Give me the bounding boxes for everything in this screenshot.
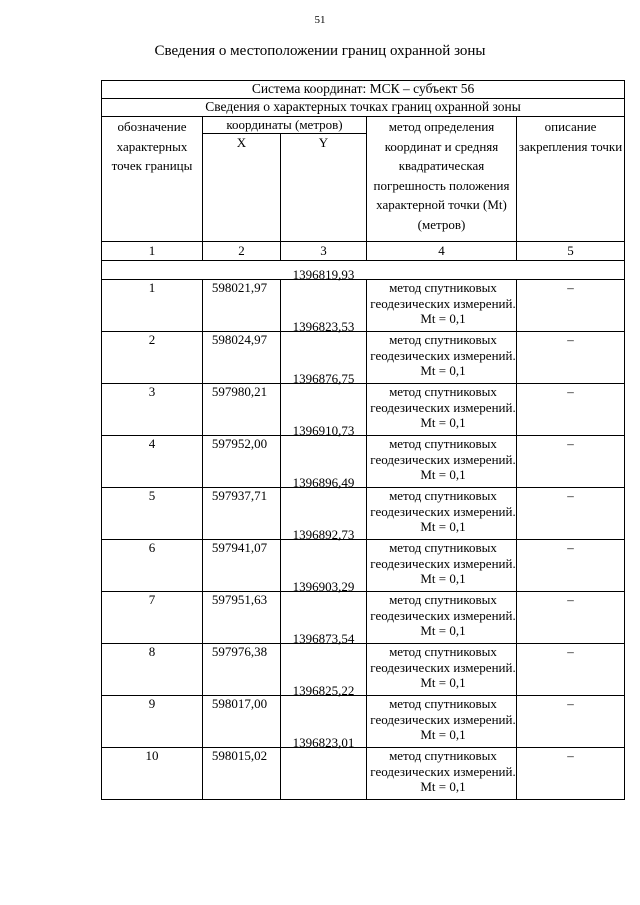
- y-coordinate-value: 1396876,75: [292, 371, 355, 386]
- page-number: 51: [314, 14, 326, 26]
- y-coordinate-value: 1396873,54: [292, 631, 355, 646]
- y-coordinate-value: 1396819,93: [292, 267, 355, 282]
- method-cell: метод спутниковых геодезических измерений. Mt = 0,1: [367, 540, 517, 592]
- fixing-description-header: описание закрепления точки: [517, 117, 625, 242]
- column-number: 2: [203, 242, 281, 261]
- fixing-description-cell: –: [517, 540, 625, 592]
- method-cell: метод спутниковых геодезических измерений. Mt = 0,1: [367, 436, 517, 488]
- point-number-cell: 3: [102, 384, 203, 436]
- x-coordinate-cell: 598017,00: [203, 696, 281, 748]
- x-coordinate-cell: 597952,00: [203, 436, 281, 488]
- fixing-description-cell: –: [517, 748, 625, 800]
- coordinates-group-header: координаты (метров): [203, 117, 367, 134]
- column-number-row: [102, 242, 625, 261]
- method-header: метод определения координат и средняя квадратическая погрешность положения характерной точки (Mt) (метров): [367, 117, 517, 242]
- x-coordinate-cell: 597976,38: [203, 644, 281, 696]
- method-cell: метод спутниковых геодезических измерений. Mt = 0,1: [367, 592, 517, 644]
- x-coordinate-cell: 597951,63: [203, 592, 281, 644]
- fixing-description-cell: –: [517, 384, 625, 436]
- document-title: Сведения о местоположении границ охранной зоны: [154, 43, 486, 59]
- x-coordinate-cell: 598021,97: [203, 280, 281, 332]
- fixing-description-cell: –: [517, 436, 625, 488]
- x-coordinate-cell: 597937,71: [203, 488, 281, 540]
- point-designation-header: обозначение характерных точек границы: [102, 117, 203, 242]
- point-number-cell: 6: [102, 540, 203, 592]
- point-number-cell: 8: [102, 644, 203, 696]
- table-row: [102, 748, 625, 800]
- method-cell: метод спутниковых геодезических измерений. Mt = 0,1: [367, 696, 517, 748]
- column-number: 4: [367, 242, 517, 261]
- point-number-cell: 1: [102, 280, 203, 332]
- method-cell: метод спутниковых геодезических измерений. Mt = 0,1: [367, 280, 517, 332]
- point-number-cell: 7: [102, 592, 203, 644]
- subheader-row: [102, 99, 625, 117]
- y-coordinate-value: 1396825,22: [292, 683, 355, 698]
- y-coordinate-value: 1396823,53: [292, 319, 355, 334]
- point-number-cell: 10: [102, 748, 203, 800]
- x-coordinate-cell: 598024,97: [203, 332, 281, 384]
- y-coordinate-value: 1396892,73: [292, 527, 355, 542]
- fixing-description-cell: –: [517, 696, 625, 748]
- x-coordinate-cell: 597980,21: [203, 384, 281, 436]
- fixing-description-cell: –: [517, 332, 625, 384]
- y-header: Y: [281, 134, 367, 242]
- method-cell: метод спутниковых геодезических измерений. Mt = 0,1: [367, 644, 517, 696]
- points-subheader: Сведения о характерных точках границ охранной зоны: [102, 99, 625, 117]
- column-number: 1: [102, 242, 203, 261]
- fixing-description-cell: –: [517, 280, 625, 332]
- y-coordinate-value: 1396896,49: [292, 475, 355, 490]
- y-coordinate-value: 1396823,01: [292, 735, 355, 750]
- column-header-row: [102, 117, 625, 134]
- method-cell: метод спутниковых геодезических измерений. Mt = 0,1: [367, 748, 517, 800]
- y-coordinate-value: 1396903,29: [292, 579, 355, 594]
- point-number-cell: 2: [102, 332, 203, 384]
- method-cell: метод спутниковых геодезических измерений. Mt = 0,1: [367, 384, 517, 436]
- y-coordinate-value: 1396910,73: [292, 423, 355, 438]
- x-header: X: [203, 134, 281, 242]
- x-coordinate-cell: 598015,02: [203, 748, 281, 800]
- boundary-points-table: [101, 80, 625, 800]
- point-number-cell: 4: [102, 436, 203, 488]
- fixing-description-cell: –: [517, 488, 625, 540]
- coord-system-header: Система координат: МСК – субъект 56: [102, 81, 625, 99]
- column-number: 3: [281, 242, 367, 261]
- coord-system-row: [102, 81, 625, 99]
- y-coordinate-cell: [281, 735, 367, 800]
- fixing-description-cell: –: [517, 644, 625, 696]
- column-number: 5: [517, 242, 625, 261]
- x-coordinate-cell: 597941,07: [203, 540, 281, 592]
- fixing-description-cell: –: [517, 592, 625, 644]
- point-number-cell: 9: [102, 696, 203, 748]
- method-cell: метод спутниковых геодезических измерений. Mt = 0,1: [367, 488, 517, 540]
- point-number-cell: 5: [102, 488, 203, 540]
- method-cell: метод спутниковых геодезических измерений. Mt = 0,1: [367, 332, 517, 384]
